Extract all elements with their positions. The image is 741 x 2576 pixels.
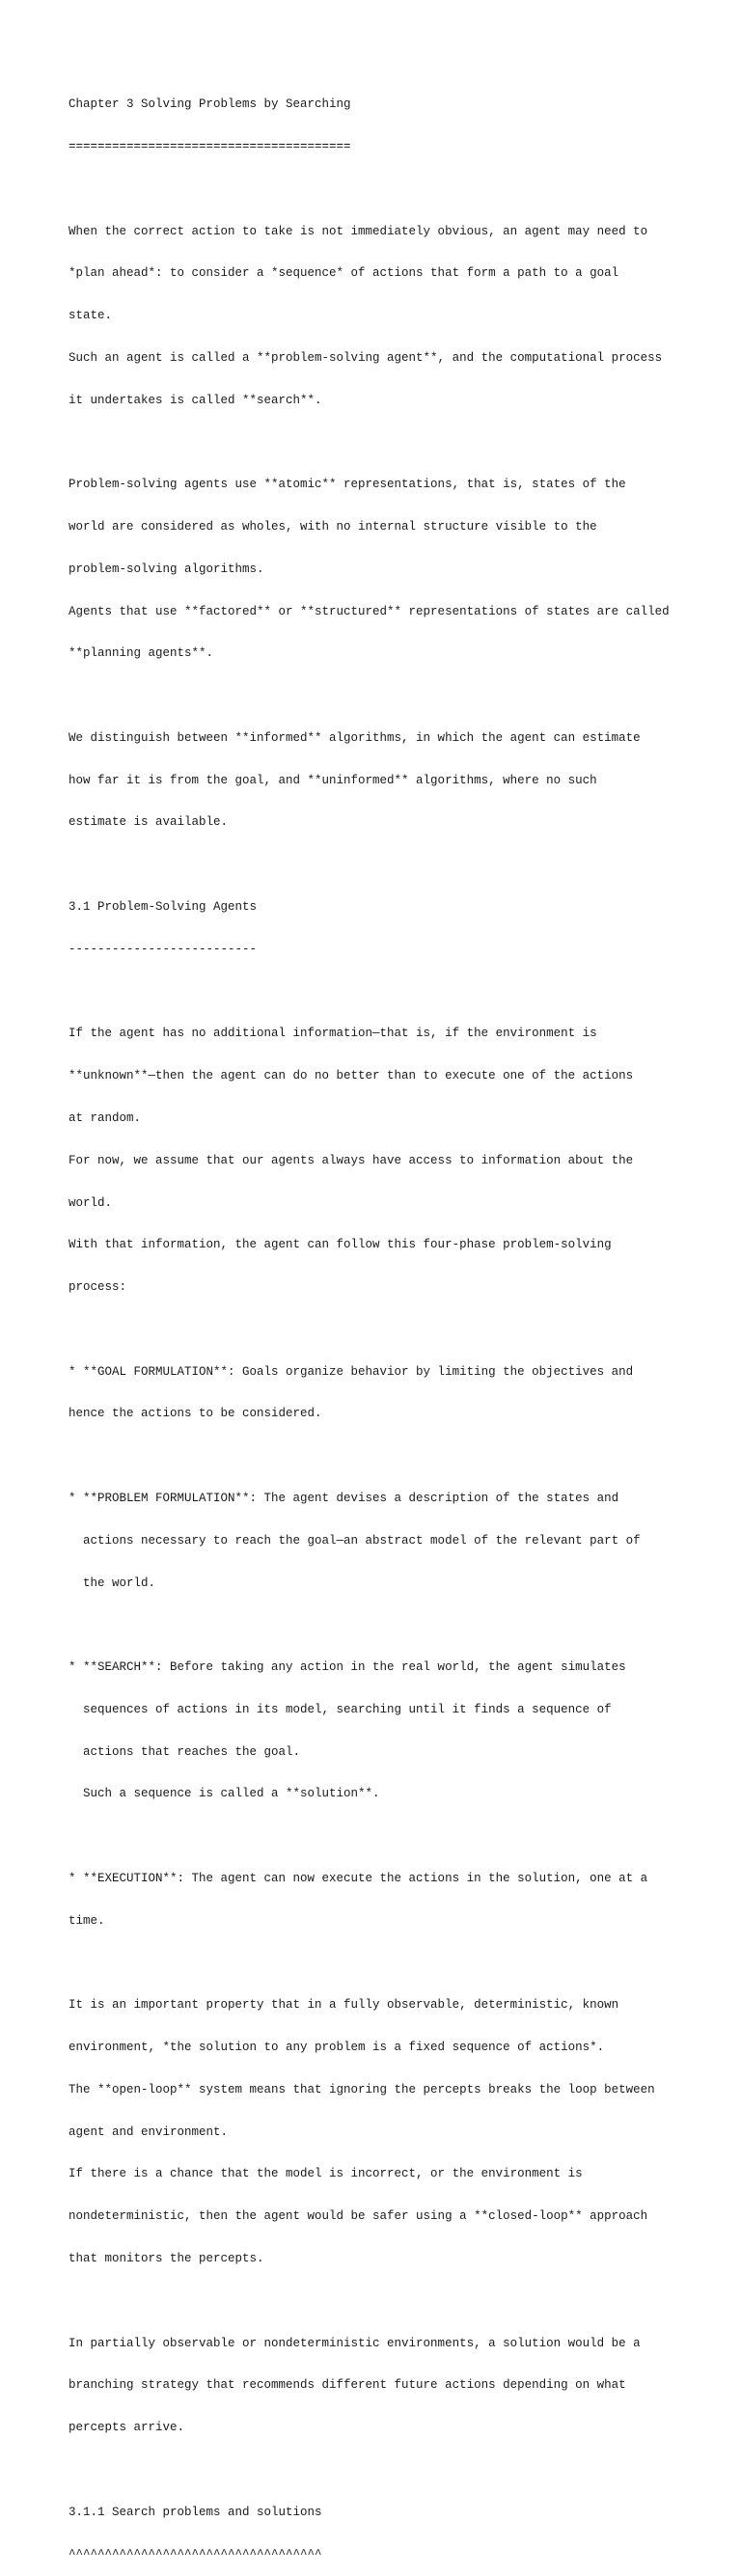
list-item-line: Such a sequence is called a **solution**.: [69, 1787, 380, 1801]
paragraph-line: **unknown**—then the agent can do no better than to execute one of the actions: [69, 1069, 634, 1083]
paragraph-line: agent and environment.: [69, 2124, 229, 2139]
blank-line: [69, 182, 725, 197]
paragraph-line: If the agent has no additional information—that is, if the environment is: [69, 1027, 597, 1041]
paragraph-line: that monitors the percepts.: [69, 2252, 264, 2266]
paragraph-line: percepts arrive.: [69, 2421, 185, 2435]
paragraph-line: problem-solving algorithms.: [69, 562, 264, 576]
paragraph-line: It is an important property that in a fully observable, deterministic, known: [69, 1998, 619, 2013]
list-item-line: * **GOAL FORMULATION**: Goals organize behavior by limiting the objectives and: [69, 1364, 634, 1379]
paragraph-line: When the correct action to take is not immediately obvious, an agent may need to: [69, 224, 648, 238]
list-item-line: hence the actions to be considered.: [69, 1407, 322, 1421]
paragraph-line: The **open-loop** system means that ignoring the percepts breaks the loop between: [69, 2082, 655, 2096]
paragraph-line: Such an agent is called a **problem-solving agent**, and the computational process: [69, 350, 663, 365]
subsection-heading-underline: ^^^^^^^^^^^^^^^^^^^^^^^^^^^^^^^^^^^: [69, 2547, 322, 2562]
list-item-line: * **PROBLEM FORMULATION**: The agent devises a description of the states and: [69, 1491, 619, 1505]
blank-line: [69, 1449, 725, 1464]
subsection-heading: 3.1.1 Search problems and solutions: [69, 2505, 322, 2519]
blank-line: [69, 985, 725, 1000]
blank-line: [69, 1957, 725, 1971]
paragraph-line: Problem-solving agents use **atomic** representations, that is, states of the: [69, 478, 626, 492]
list-item-line: * **SEARCH**: Before taking any action in the real world, the agent simulates: [69, 1660, 626, 1675]
paragraph-line: Agents that use **factored** or **structured** representations of states are called: [69, 604, 670, 618]
paragraph-line: In partially observable or nondeterministic environments, a solution would be a: [69, 2336, 641, 2350]
blank-line: [69, 2294, 725, 2309]
paragraph-line: process:: [69, 1280, 127, 1295]
document-body: [69, 69, 725, 2576]
paragraph-line: With that information, the agent can follow this four-phase problem-solving: [69, 1238, 612, 1252]
blank-line: [69, 858, 725, 872]
paragraph-line: environment, *the solution to any problem is a fixed sequence of actions*.: [69, 2041, 605, 2055]
paragraph-line: estimate is available.: [69, 815, 229, 830]
list-item-line: actions necessary to reach the goal—an abstract model of the relevant part of: [69, 1533, 641, 1548]
blank-line: [69, 435, 725, 450]
blank-line: [69, 1618, 725, 1632]
paragraph-line: at random.: [69, 1110, 142, 1125]
blank-line: [69, 2463, 725, 2478]
list-item-line: actions that reaches the goal.: [69, 1744, 301, 1759]
list-item-line: sequences of actions in its model, searching until it finds a sequence of: [69, 1702, 612, 1716]
paragraph-line: *plan ahead*: to consider a *sequence* of actions that form a path to a goal: [69, 266, 619, 281]
list-item-line: the world.: [69, 1576, 156, 1590]
paragraph-line: world are considered as wholes, with no internal structure visible to the: [69, 520, 597, 534]
paragraph-line: how far it is from the goal, and **uninformed** algorithms, where no such: [69, 773, 597, 787]
paragraph-line: We distinguish between **informed** algorithms, in which the agent can estimate: [69, 730, 641, 745]
section-heading: 3.1 Problem-Solving Agents: [69, 900, 258, 915]
paragraph-line: it undertakes is called **search**.: [69, 393, 322, 407]
section-heading-underline: --------------------------: [69, 942, 258, 956]
list-item-line: * **EXECUTION**: The agent can now execute the actions in the solution, one at a: [69, 1872, 648, 1885]
paragraph-line: nondeterministic, then the agent would be safer using a **closed-loop** approach: [69, 2209, 648, 2224]
chapter-title-underline: =======================================: [69, 139, 351, 153]
paragraph-line: world.: [69, 1195, 113, 1210]
paragraph-line: **planning agents**.: [69, 646, 214, 661]
paragraph-line: branching strategy that recommends different future actions depending on what: [69, 2378, 626, 2393]
chapter-title: Chapter 3 Solving Problems by Searching: [69, 97, 351, 112]
blank-line: [69, 1829, 725, 1844]
paragraph-line: For now, we assume that our agents always have access to information about the: [69, 1153, 634, 1167]
list-item-line: time.: [69, 1913, 105, 1928]
blank-line: [69, 1323, 725, 1337]
blank-line: [69, 689, 725, 703]
paragraph-line: If there is a chance that the model is incorrect, or the environment is: [69, 2167, 583, 2181]
paragraph-line: state.: [69, 309, 113, 323]
